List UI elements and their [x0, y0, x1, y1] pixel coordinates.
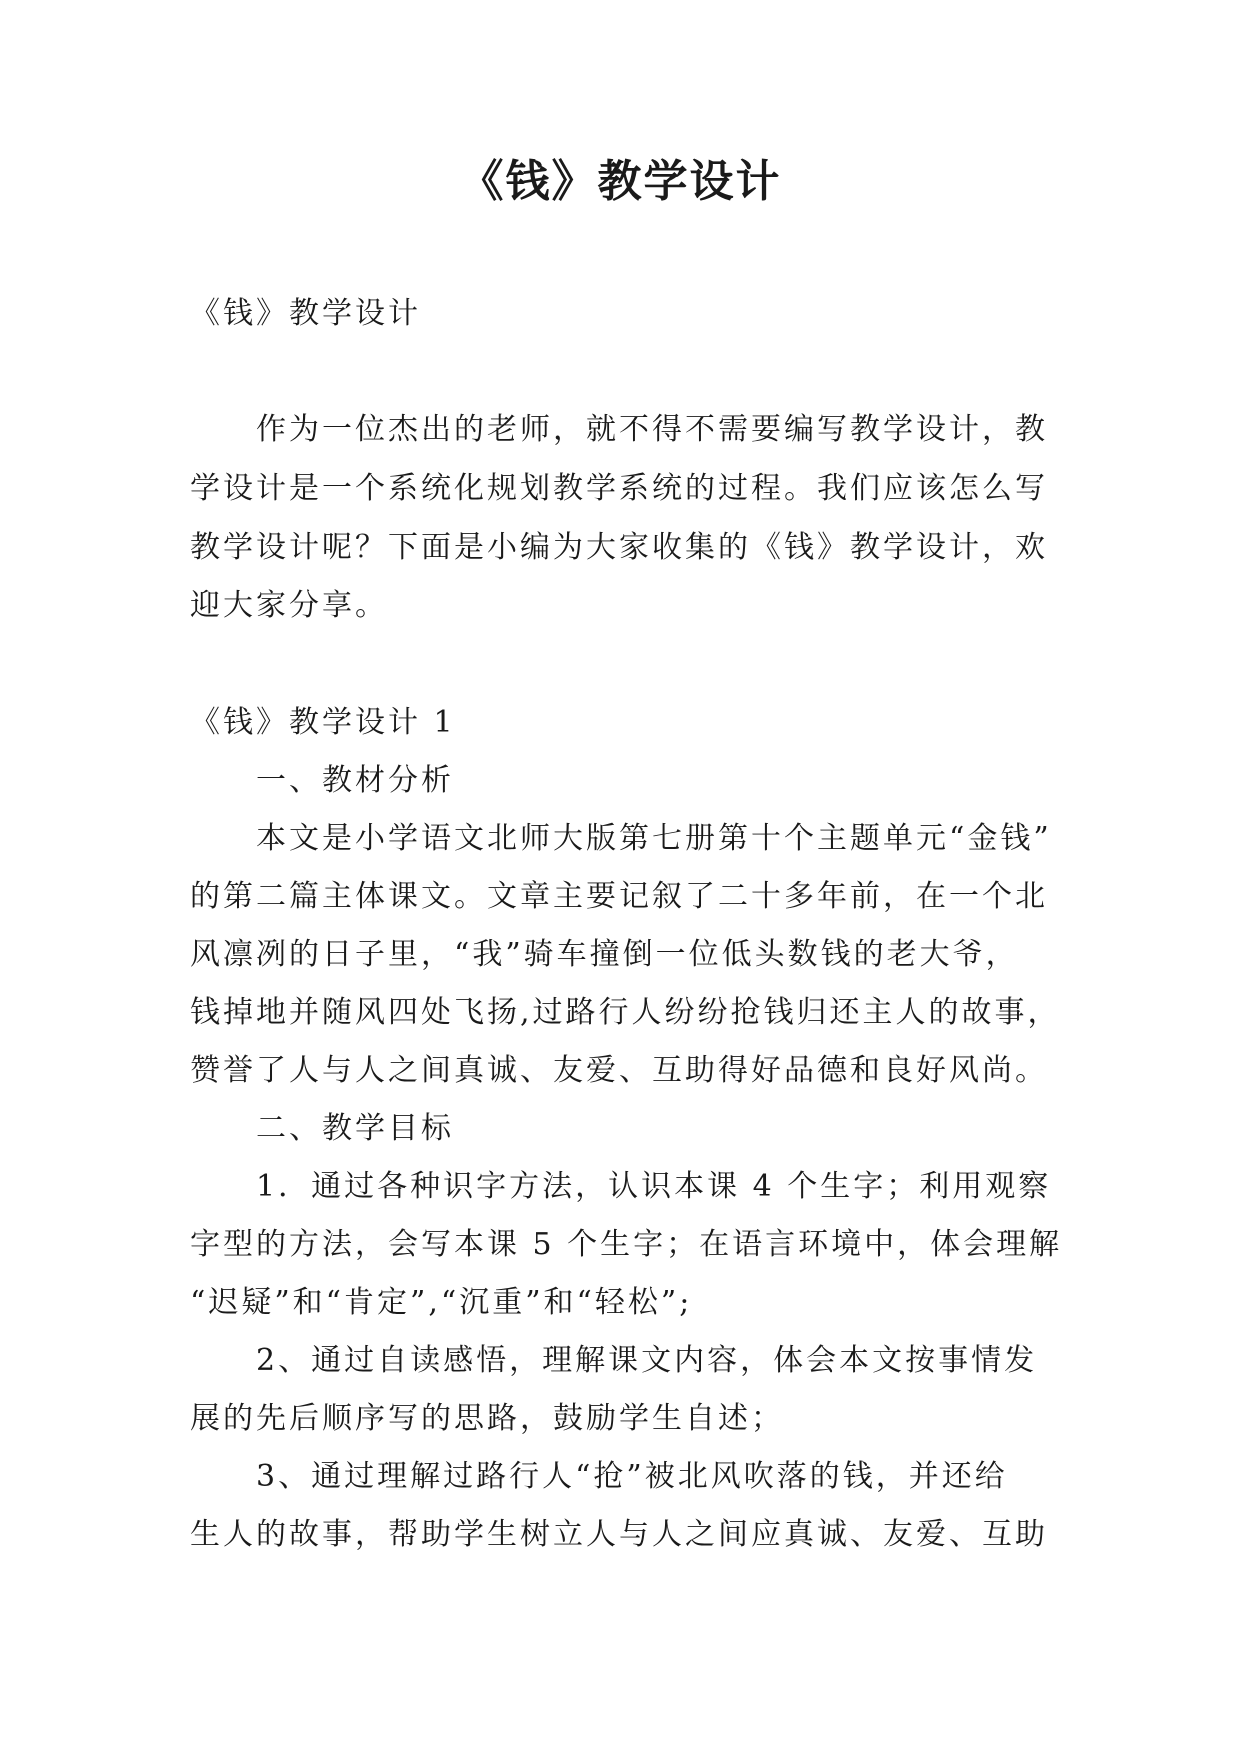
intro-line-1: 作为一位杰出的老师，就不得不需要编写教学设计，教: [256, 412, 1048, 447]
analysis-line-5: 赞誉了人与人之间真诚、友爱、互助得好品德和良好风尚。: [190, 1053, 1048, 1088]
intro-line-3: 教学设计呢？下面是小编为大家收集的《钱》教学设计，欢: [190, 530, 1048, 565]
heading-materials-analysis: 一、教材分析: [256, 763, 454, 798]
section-title: 《钱》教学设计 1: [190, 705, 456, 740]
goal-3-line-2: 生人的故事，帮助学生树立人与人之间应真诚、友爱、互助: [190, 1517, 1048, 1552]
goal-2-line-2: 展的先后顺序写的思路，鼓励学生自述；: [190, 1401, 784, 1436]
goal-1-line-2: 字型的方法，会写本课 5 个生字；在语言环境中，体会理解: [190, 1227, 1063, 1262]
document-subtitle: 《钱》教学设计: [190, 296, 421, 331]
analysis-line-2: 的第二篇主体课文。文章主要记叙了二十多年前，在一个北: [190, 879, 1048, 914]
goal-2-line-1: 2、通过自读感悟，理解课文内容，体会本文按事情发: [256, 1343, 1038, 1378]
goal-1-line-3: “迟疑”和“肯定”,“沉重”和“轻松”;: [190, 1285, 693, 1320]
intro-line-4: 迎大家分享。: [190, 588, 388, 623]
goal-3-line-1: 3、通过理解过路行人“抢”被北风吹落的钱，并还给: [256, 1459, 1008, 1494]
intro-line-2: 学设计是一个系统化规划教学系统的过程。我们应该怎么写: [190, 471, 1048, 506]
document-title: 《钱》教学设计: [459, 156, 782, 207]
analysis-line-3: 风凛冽的日子里，“我”骑车撞倒一位低头数钱的老大爷，: [190, 937, 1019, 972]
analysis-line-1: 本文是小学语文北师大版第七册第十个主题单元“金钱”: [256, 821, 1052, 856]
analysis-line-4: 钱掉地并随风四处飞扬,过路行人纷纷抢钱归还主人的故事，: [190, 995, 1061, 1030]
goal-1-line-1: 1．通过各种识字方法，认识本课 4 个生字；利用观察: [256, 1169, 1052, 1204]
heading-teaching-goals: 二、教学目标: [256, 1111, 454, 1146]
